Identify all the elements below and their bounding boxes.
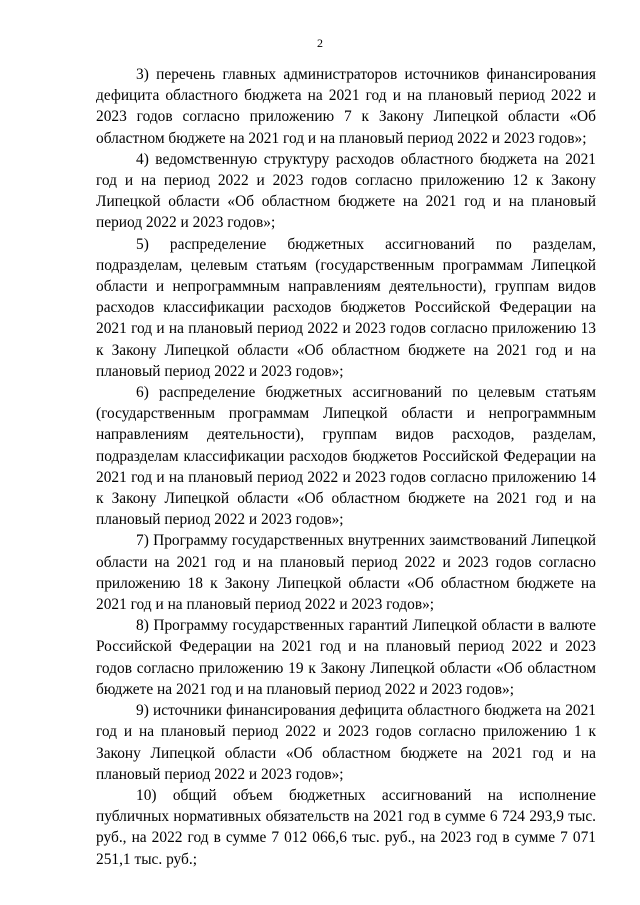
paragraph-item-5: 5) распределение бюджетных ассигнований по разделам, подразделам, целевым статьям (государственным программам Липецкой области и непрограммным направлениям деятельности), группам видов расходов классификации расходов бюджетов Российской Федерации на 2021 год и на плановый период 2022 и 2023 годов согласно приложению 13 к Закону Липецкой области «Об областном бюджете на 2021 год и на плановый период 2022 и 2023 годов»; — [96, 235, 596, 380]
paragraph-item-8: 8) Программу государственных гарантий Липецкой области в валюте Российской Федерации на 2021 год и на плановый период 2022 и 2023 годов согласно приложению 19 к Закону Липецкой области «Об областном бюджете на 2021 год и на плановый период 2022 и 2023 годов»; — [96, 617, 596, 698]
paragraph-item-6: 6) распределение бюджетных ассигнований по целевым статьям (государственным программам Липецкой области и непрограммным направлениям деятельности), группам видов расходов, разделам, подразделам классификации расходов бюджетов Российской Федерации на 2021 год и на плановый период 2022 и 2023 годов согласно приложению 14 к Закону Липецкой области «Об областном бюджете на 2021 год и на плановый период 2022 и 2023 годов»; — [96, 384, 596, 529]
page-number: 2 — [317, 36, 323, 50]
paragraph-item-3: 3) перечень главных администраторов источников финансирования дефицита областного бюджета на 2021 год и на плановый период 2022 и 2023 годов согласно приложению 7 к Закону Липецкой области «Об областном бюджете на 2021 год и на плановый период 2022 и 2023 годов»; — [96, 66, 596, 147]
document-body — [96, 64, 596, 870]
paragraph-item-7: 7) Программу государственных внутренних заимствований Липецкой области на 2021 год и на плановый период 2022 и 2023 годов согласно приложению 18 к Закону Липецкой области «Об областном бюджете на 2021 год и на плановый период 2022 и 2023 годов»; — [96, 532, 596, 614]
paragraph-item-9: 9) источники финансирования дефицита областного бюджета на 2021 год и на плановый период 2022 и 2023 годов согласно приложению 1 к Закону Липецкой области «Об областном бюджете на 2021 год и на плановый период 2022 и 2023 годов»; — [96, 702, 596, 783]
paragraph-item-10: 10) общий объем бюджетных ассигнований на исполнение публичных нормативных обязательств на 2021 год в сумме 6 724 293,9 тыс. руб., на 2022 год в сумме 7 012 066,6 тыс. руб., на 2023 год в сумме 7 071 251,1 тыс. руб.; — [96, 786, 596, 868]
paragraph-item-4: 4) ведомственную структуру расходов областного бюджета на 2021 год и на период 2022 и 2023 годов согласно приложению 12 к Закону Липецкой области «Об областном бюджете на 2021 год и на плановый период 2022 и 2023 годов»; — [96, 150, 596, 232]
